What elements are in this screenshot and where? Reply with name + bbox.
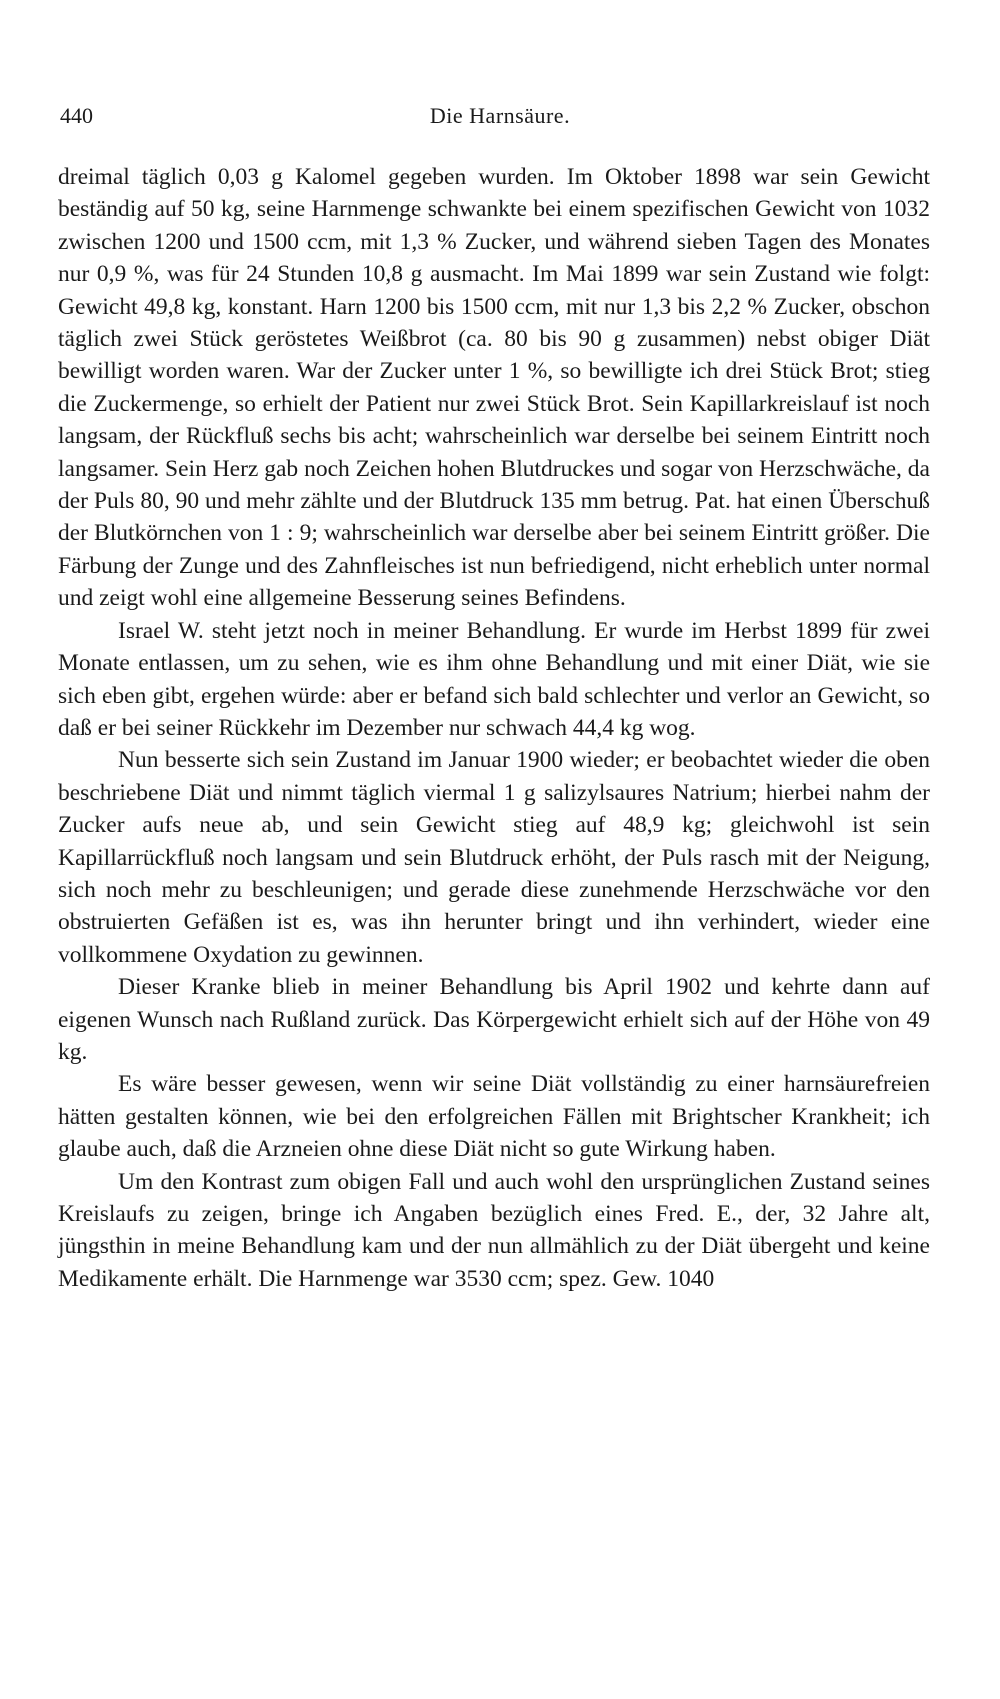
page-number: 440 xyxy=(60,103,93,128)
paragraph-2: Israel W. steht jetzt noch in meiner Behandlung. Er wurde im Herbst 1899 für zwei Monate entlassen, um zu sehen, wie es ihm ohne Behandlung und mit einer Diät, wie sie sich eben gibt, ergehen würde: aber er befand sich bald schlechter und verlor an Gewicht, so daß er bei seiner Rückkehr im Dezember nur schwach 44,4 kg wog. xyxy=(58,617,930,741)
paragraph-3: Nun besserte sich sein Zustand im Januar 1900 wieder; er beobachtet wieder die oben beschriebene Diät und nimmt täglich viermal 1 g salizylsaures Natrium; hierbei nahm der Zucker aufs neue ab, und sein Gewicht stieg auf 48,9 kg; gleichwohl ist sein Kapillarrückfluß noch langsam und sein Blutdruck erhöht, der Puls rasch mit der Neigung, sich noch mehr zu beschleunigen; und gerade diese zunehmende Herzschwäche vor den obstruierten Gefäßen ist es, was ihn herunter bringt und ihn verhindert, wieder eine vollkommene Oxydation zu gewinnen. xyxy=(58,747,930,968)
paragraph-5: Es wäre besser gewesen, wenn wir seine Diät vollständig zu einer harnsäurefreien hätten gestalten können, wie bei den erfolgreichen Fällen mit Brightscher Krankheit; ich glaube auch, daß die Arzneien ohne diese Diät nicht so gute Wirkung haben. xyxy=(58,1071,930,1163)
paragraph-4: Dieser Kranke blieb in meiner Behandlung bis April 1902 und kehrte dann auf eigenen Wunsch nach Rußland zurück. Das Körpergewicht erhielt sich auf der Höhe von 49 kg. xyxy=(58,974,930,1065)
body-text xyxy=(58,161,930,1295)
running-title: Die Harnsäure. xyxy=(429,103,571,128)
paragraph-6: Um den Kontrast zum obigen Fall und auch wohl den ursprünglichen Zustand seines Kreislaufs zu zeigen, bringe ich Angaben bezüglich eines Fred. E., der, 32 Jahre alt, jüngsthin in meine Behandlung kam und der nun allmählich zu der Diät übergeht und keine Medikamente erhält. Die Harnmenge war 3530 ccm; spez. Gew. 1040 xyxy=(58,1168,930,1292)
running-head xyxy=(60,100,940,132)
paragraph-1: dreimal täglich 0,03 g Kalomel gegeben wurden. Im Oktober 1898 war sein Gewicht beständig auf 50 kg, seine Harnmenge schwankte bei einem spezifischen Gewicht von 1032 zwischen 1200 und 1500 ccm, mit 1,3 % Zucker, und während sieben Tagen des Monates nur 0,9 %, was für 24 Stunden 10,8 g ausmacht. Im Mai 1899 war sein Zustand wie folgt: Gewicht 49,8 kg, konstant. Harn 1200 bis 1500 ccm, mit nur 1,3 bis 2,2 % Zucker, obschon täglich zwei Stück geröstetes Weißbrot (ca. 80 bis 90 g zusammen) nebst obiger Diät bewilligt worden waren. War der Zucker unter 1 %, so bewilligte ich drei Stück Brot; stieg die Zuckermenge, so erhielt der Patient nur zwei Stück Brot. Sein Kapillarkreislauf ist noch langsam, der Rückfluß sechs bis acht; wahrscheinlich war derselbe bei seinem Eintritt noch langsamer. Sein Herz gab noch Zeichen hohen Blutdruckes und sogar von Herzschwäche, da der Puls 80, 90 und mehr zählte und der Blutdruck 135 mm betrug. Pat. hat einen Überschuß der Blutkörnchen von 1 : 9; wahrscheinlich war derselbe aber bei seinem Eintritt größer. Die Färbung der Zunge und des Zahnfleisches ist nun befriedigend, nicht erheblich unter normal und zeigt wohl eine allgemeine Besserung seines Befindens. xyxy=(58,164,930,612)
